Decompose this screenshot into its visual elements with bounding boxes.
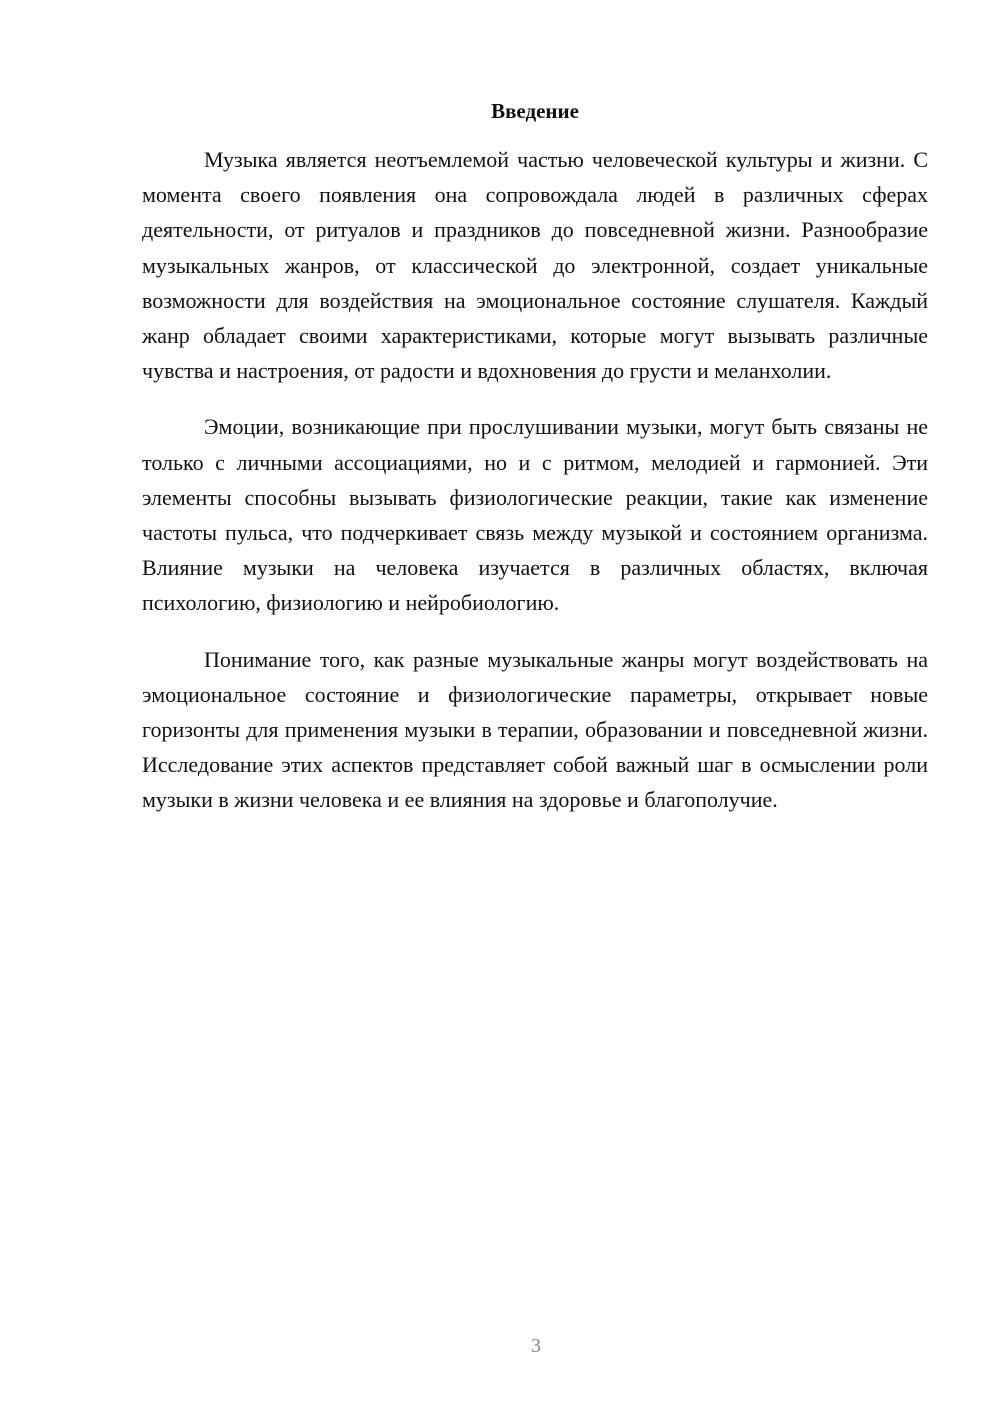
page-heading: Введение [491, 99, 579, 123]
paragraph-3: Понимание того, как разные музыкальные жанры могут воздействовать на эмоциональное состояние и физиологические параметры, открывает новые горизонты для применения музыки в терапии, образовании и повседневной жизни. Исследование этих аспектов представляет собой важный шаг в осмыслении роли музыки в жизни человека и ее влияния на здоровье и благополучие. [142, 646, 928, 813]
document-body [142, 142, 928, 839]
paragraph-2: Эмоции, возникающие при прослушивании музыки, могут быть связаны не только с личными ассоциациями, но и с ритмом, мелодией и гармонией. Эти элементы способны вызывать физиологические реакции, такие как изменение частоты пульса, что подчеркивает связь между музыкой и состоянием организма. Влияние музыки на человека изучается в различных областях, включая психологию, физиологию и нейробиологию. [142, 414, 928, 616]
paragraph-1: Музыка является неотъемлемой частью человеческой культуры и жизни. С момента своего появления она сопровождала людей в различных сферах деятельности, от ритуалов и праздников до повседневной жизни. Разнообразие музыкальных жанров, от классической до электронной, создает уникальные возможности для воздействия на эмоциональное состояние слушателя. Каждый жанр обладает своими характеристиками, которые могут вызывать различные чувства и настроения, от радости и вдохновения до грусти и меланхолии. [142, 147, 928, 384]
page-number: 3 [531, 1335, 541, 1357]
